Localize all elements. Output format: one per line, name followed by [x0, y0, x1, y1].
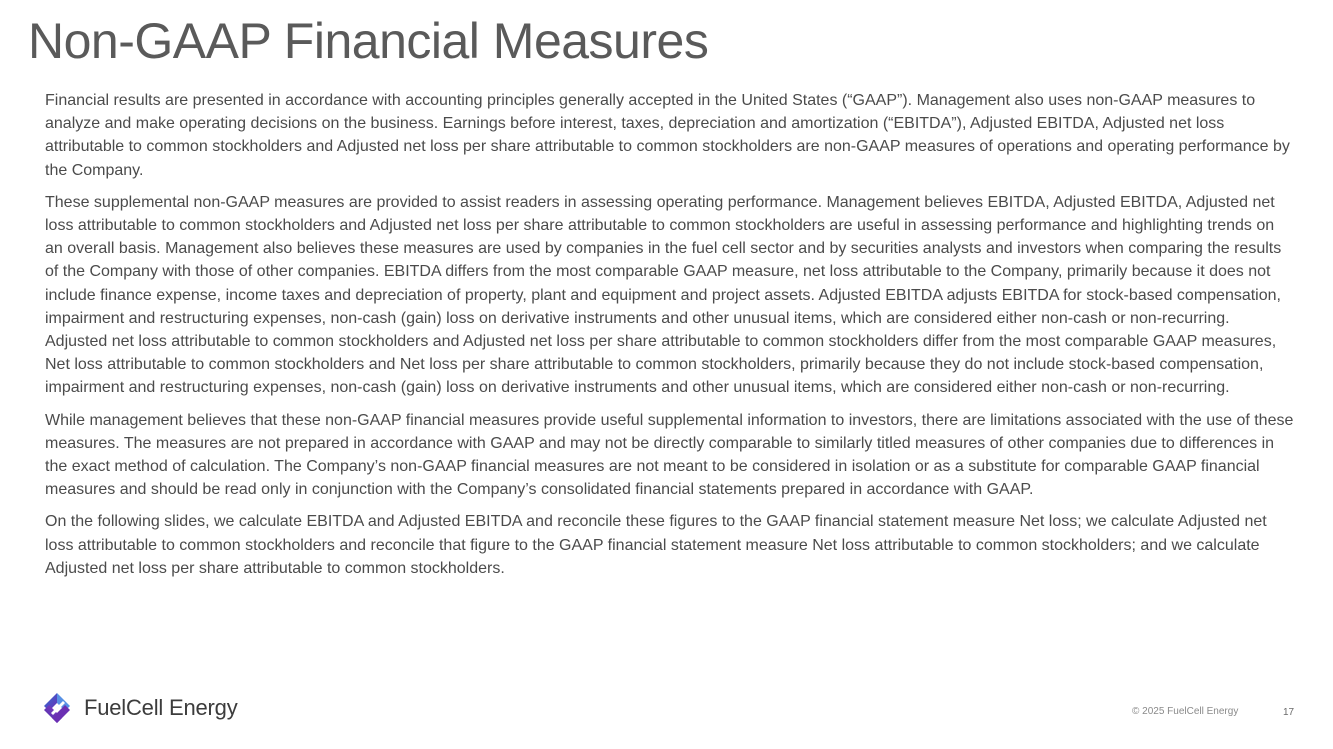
slide-title: Non-GAAP Financial Measures	[28, 13, 709, 69]
paragraph-limitations: While management believes that these non-GAAP financial measures provide useful supplemental information to investors, there are limitations associated with the use of these measures. The measures are not prepared in accordance with GAAP and may not be directly comparable to similarly titled measures of other companies due to differences in the exact method of calculation. The Company’s non-GAAP financial measures are not meant to be considered in isolation or as a substitute for comparable GAAP financial measures and should be read only in conjunction with the Company’s consolidated financial statements prepared in accordance with GAAP.	[45, 411, 1294, 499]
company-logo	[40, 689, 238, 727]
paragraph-intro: Financial results are presented in accordance with accounting principles generally accepted in the United States (“GAAP”). Management also uses non-GAAP measures to analyze and make operating decisions on the business. Earnings before interest, taxes, depreciation and amortization (“EBITDA”), Adjusted EBITDA, Adjusted net loss attributable to common stockholders and Adjusted net loss per share attributable to common stockholders are non-GAAP measures of operations and operating performance by the Company.	[45, 92, 1290, 179]
page-number: 17	[1283, 707, 1295, 718]
logo-text: FuelCell Energy	[84, 695, 238, 720]
paragraph-following-slides: On the following slides, we calculate EBITDA and Adjusted EBITDA and reconcile these figures to the GAAP financial statement measure Net loss; we calculate Adjusted net loss attributable to common stockholders and reconcile that figure to the GAAP financial statement measure Net loss attributable to common stockholders; and we calculate Adjusted net loss per share attributable to common stockholders.	[45, 513, 1267, 577]
copyright-notice: © 2025 FuelCell Energy	[1132, 706, 1239, 717]
fuelcell-logo-icon	[40, 691, 74, 725]
body-text	[45, 89, 1295, 589]
paragraph-supplemental-measures: These supplemental non-GAAP measures are provided to assist readers in assessing operating performance. Management believes EBITDA, Adjusted EBITDA, Adjusted net loss attributable to common stockholders and Adjusted net loss per share attributable to common stockholders are useful in assessing performance and highlighting trends on an overall basis. Management also believes these measures are used by companies in the fuel cell sector and by securities analysts and investors when comparing the results of the Company with those of other companies. EBITDA differs from the most comparable GAAP measure, net loss attributable to the Company, primarily because it does not include finance expense, income taxes and depreciation of property, plant and equipment and project assets. Adjusted EBITDA adjusts EBITDA for stock-based compensation, impairment and restructuring expenses, non-cash (gain) loss on derivative instruments and other unusual items, which are considered either non-cash or non-recurring. Adjusted net loss attributable to common stockholders and Adjusted net loss per share attributable to common stockholders differ from the most comparable GAAP measures, Net loss attributable to common stockholders and Net loss per share attributable to common stockholders, primarily because they do not include stock-based compensation, impairment and restructuring expenses, non-cash (gain) loss on derivative instruments and other unusual items, which are considered either non-cash or non-recurring.	[45, 193, 1282, 397]
